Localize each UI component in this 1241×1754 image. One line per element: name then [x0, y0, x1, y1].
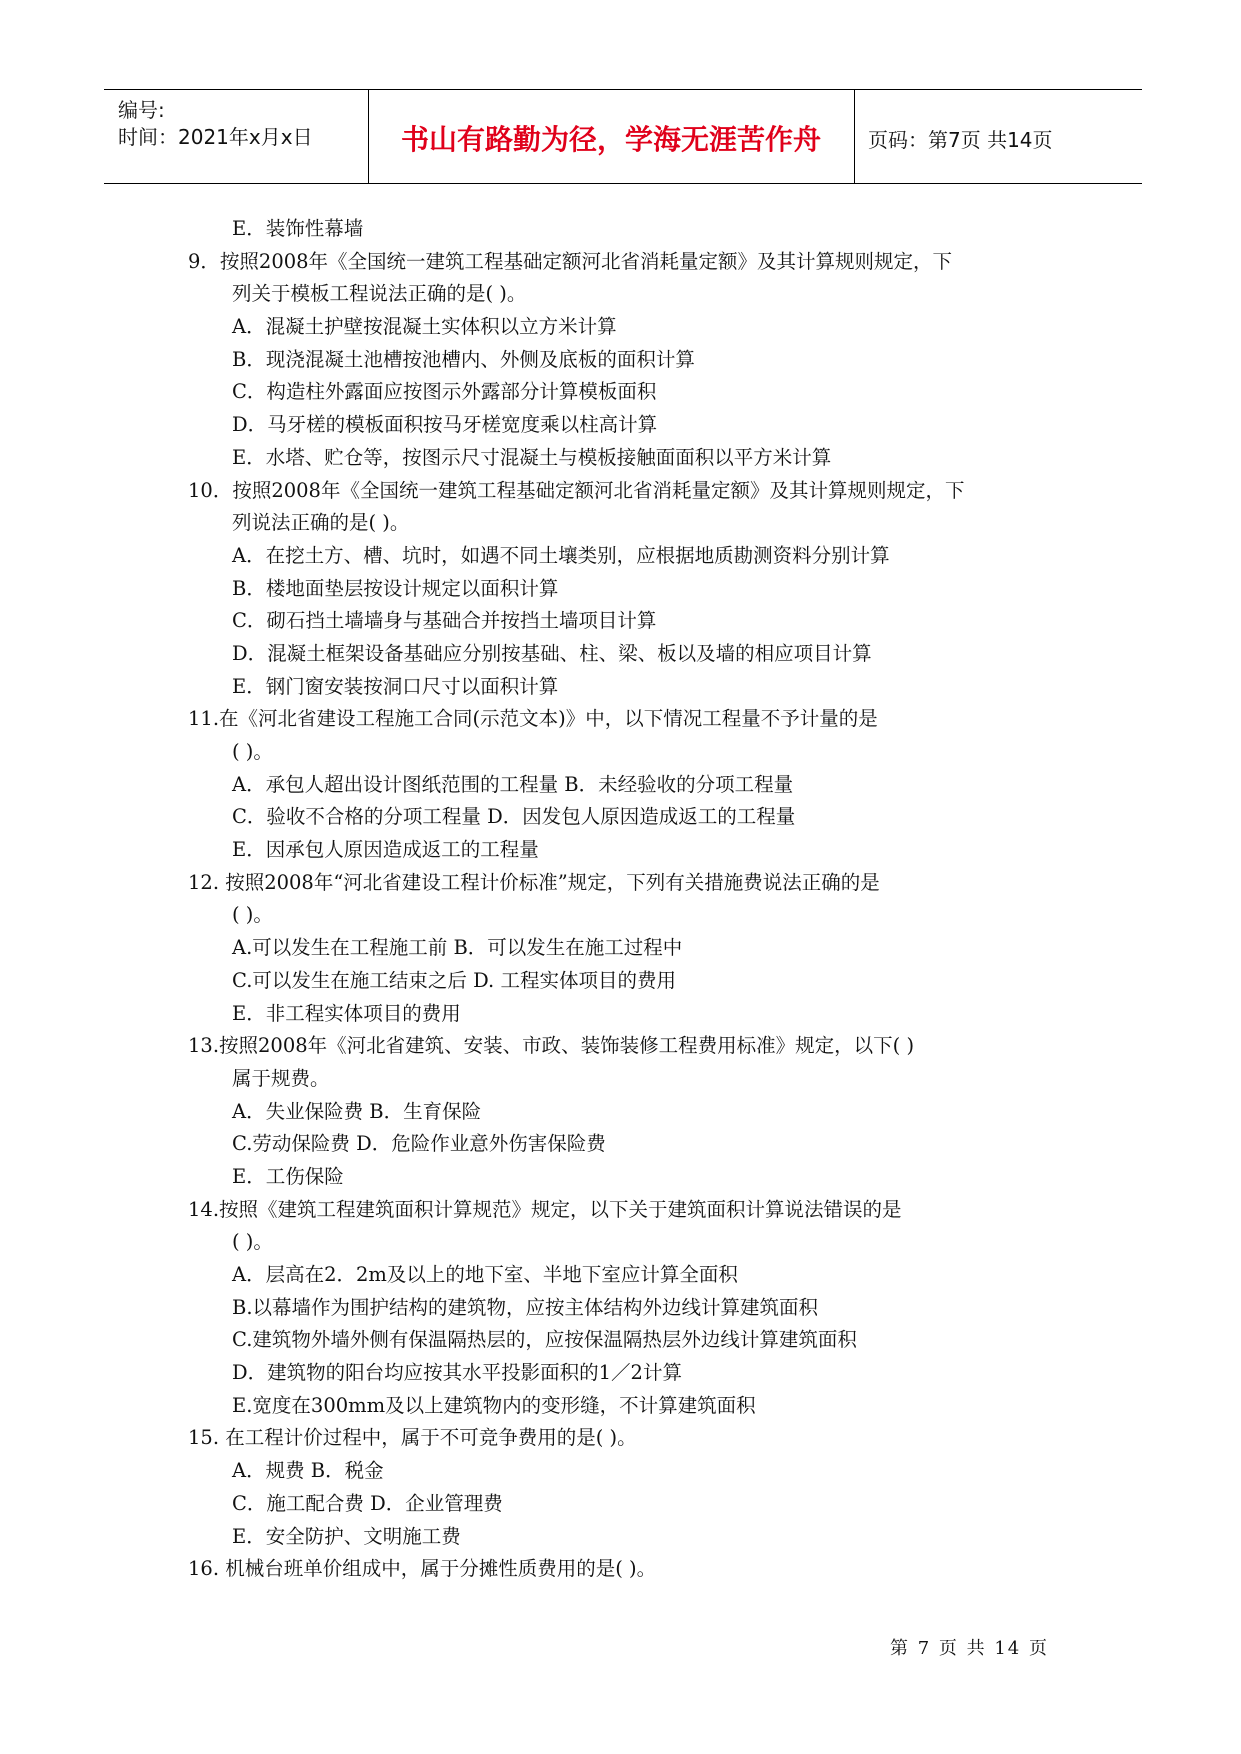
answer-option-line: B．现浇混凝土池槽按池槽内、外侧及底板的面积计算 — [232, 347, 695, 371]
answer-option-line: A．规费 B．税金 — [232, 1459, 384, 1483]
answer-option-line: A.可以发生在工程施工前 B．可以发生在施工过程中 — [232, 936, 683, 960]
answer-option-line: C．砌石挡土墙墙身与基础合并按挡土墙项目计算 — [232, 609, 657, 633]
question-stem-line: 11.在《河北省建设工程施工合同(示范文本)》中，以下情况工程量不予计量的是 — [188, 707, 878, 731]
answer-option-line: D．马牙槎的模板面积按马牙槎宽度乘以柱高计算 — [232, 413, 658, 437]
answer-option-line: B.以幕墙作为围护结构的建筑物，应按主体结构外边线计算建筑面积 — [232, 1295, 819, 1319]
question-stem-line: 10．按照2008年《全国统一建筑工程基础定额河北省消耗量定额》及其计算规则规定，下 — [188, 478, 965, 502]
question-continuation-line: ( )。 — [232, 740, 273, 763]
header-motto: 书山有路勤为径，学海无涯苦作舟 — [400, 123, 821, 156]
header-left-cell — [104, 90, 369, 183]
question-stem-line: 16. 机械台班单价组成中，属于分摊性质费用的是( )。 — [188, 1557, 657, 1581]
header-middle-cell — [368, 90, 855, 183]
question-continuation-line: 列关于模板工程说法正确的是( )。 — [232, 282, 527, 306]
answer-option-line: E．装饰性幕墙 — [232, 217, 364, 240]
answer-option-line: A．层高在2．2m及以上的地下室、半地下室应计算全面积 — [232, 1263, 738, 1286]
answer-option-line: A．在挖土方、槽、坑时，如遇不同土壤类别，应根据地质勘测资料分别计算 — [232, 543, 890, 567]
answer-option-line: C.可以发生在施工结束之后 D. 工程实体项目的费用 — [232, 968, 676, 992]
question-stem-line: 14.按照《建筑工程建筑面积计算规范》规定，以下关于建筑面积计算说法错误的是 — [188, 1197, 902, 1221]
page-header — [104, 89, 1142, 184]
answer-option-line: D．建筑物的阳台均应按其水平投影面积的1／2计算 — [232, 1361, 682, 1385]
answer-option-line: A．混凝土护壁按混凝土实体积以立方米计算 — [232, 315, 617, 339]
question-continuation-line: 列说法正确的是( )。 — [232, 511, 410, 535]
answer-option-line: E．钢门窗安装按洞口尺寸以面积计算 — [232, 674, 559, 698]
header-right-cell — [854, 90, 1142, 183]
answer-option-line: C．施工配合费 D．企业管理费 — [232, 1491, 503, 1515]
answer-option-line: E．水塔、贮仓等，按图示尺寸混凝土与模板接触面面积以平方米计算 — [232, 445, 832, 469]
document-time-label: 时间：2021年x月x日 — [118, 125, 313, 149]
answer-option-line: A．失业保险费 B．生育保险 — [232, 1099, 482, 1123]
question-stem-line: 15. 在工程计价过程中，属于不可竞争费用的是( )。 — [188, 1426, 637, 1450]
answer-option-line: B．楼地面垫层按设计规定以面积计算 — [232, 576, 559, 600]
answer-option-line: E．安全防护、文明施工费 — [232, 1524, 461, 1548]
question-continuation-line: ( )。 — [232, 1230, 273, 1254]
answer-option-line: E．非工程实体项目的费用 — [232, 1001, 461, 1025]
answer-option-line: C.建筑物外墙外侧有保温隔热层的，应按保温隔热层外边线计算建筑面积 — [232, 1328, 857, 1352]
question-continuation-line: ( )。 — [232, 903, 273, 927]
question-continuation-line: 属于规费。 — [232, 1066, 330, 1090]
answer-option-line: D．混凝土框架设备基础应分别按基础、柱、梁、板以及墙的相应项目计算 — [232, 641, 872, 665]
answer-option-line: A．承包人超出设计图纸范围的工程量 B．未经验收的分项工程量 — [232, 772, 794, 796]
question-stem-line: 12. 按照2008年“河北省建设工程计价标准”规定，下列有关措施费说法正确的是 — [188, 870, 880, 894]
document-code-label: 编号: — [118, 98, 165, 122]
answer-option-line: E.宽度在300mm及以上建筑物内的变形缝，不计算建筑面积 — [232, 1393, 756, 1417]
answer-option-line: E．因承包人原因造成返工的工程量 — [232, 838, 539, 862]
answer-option-line: C．构造柱外露面应按图示外露部分计算模板面积 — [232, 380, 657, 404]
header-page-code: 页码：第7页 共14页 — [868, 128, 1053, 152]
question-content — [188, 213, 1068, 1586]
answer-option-line: C.劳动保险费 D．危险作业意外伤害保险费 — [232, 1132, 606, 1156]
answer-option-line: C．验收不合格的分项工程量 D．因发包人原因造成返工的工程量 — [232, 805, 796, 829]
page-footer: 第 7 页 共 14 页 — [890, 1638, 1049, 1659]
answer-option-line: E．工伤保险 — [232, 1164, 344, 1188]
question-stem-line: 13.按照2008年《河北省建筑、安装、市政、装饰装修工程费用标准》规定，以下( ) — [188, 1034, 915, 1058]
question-stem-line: 9．按照2008年《全国统一建筑工程基础定额河北省消耗量定额》及其计算规则规定，下 — [188, 249, 953, 273]
